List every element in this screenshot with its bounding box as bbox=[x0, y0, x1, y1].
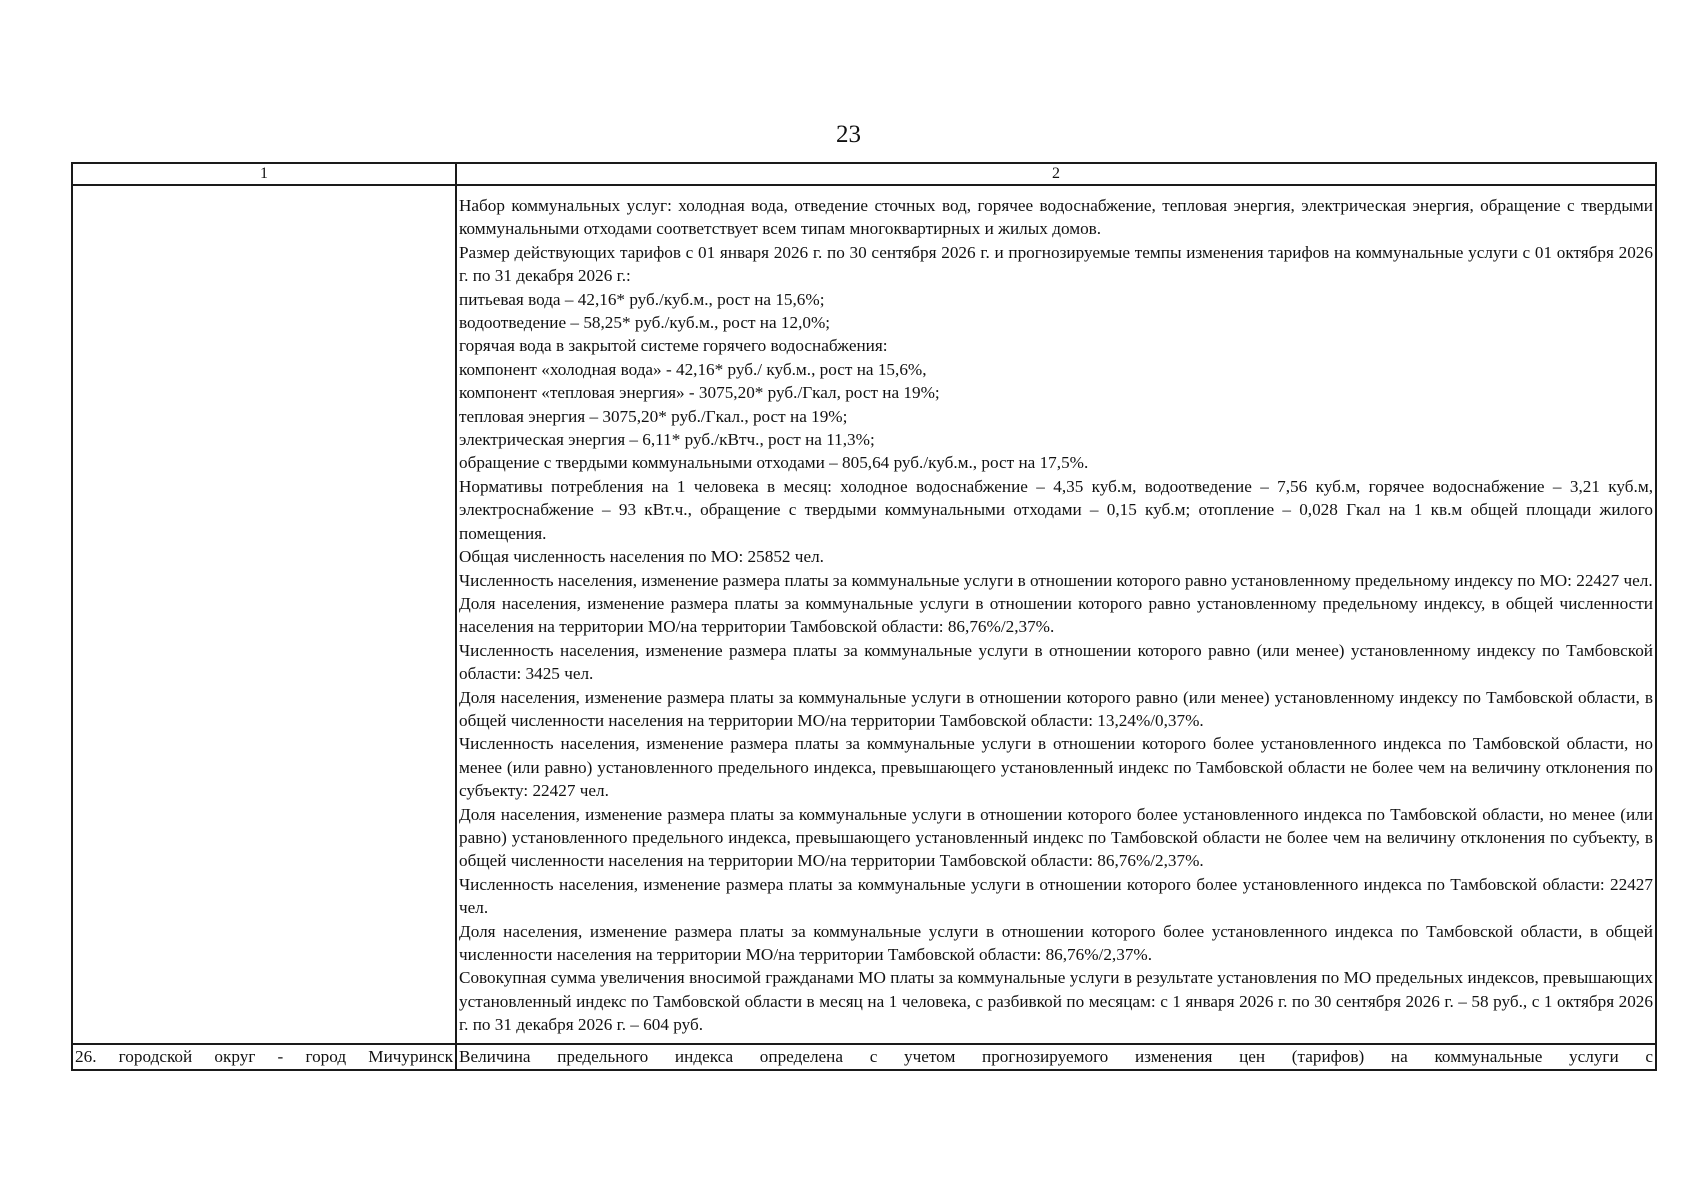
table-row bbox=[72, 185, 1656, 1044]
paragraph-total-increase: Совокупная сумма увеличения вносимой гражданами МО платы за коммунальные услуги в результате установления по МО предельных индексов, превышающих установленный индекс по Тамбовской области в месяц на 1 человека, с разбивкой по месяцам: с 1 января 2026 г. по 30 сентября 2026 г. – 58 руб., с 1 октября 2026 г. по 31 декабря 2026 г. – 604 руб. bbox=[459, 968, 1653, 1035]
paragraph-electricity: электрическая энергия – 6,11* руб./кВтч., рост на 11,3%; bbox=[459, 430, 875, 450]
paragraph-population-above-regional: Численность населения, изменение размера платы за коммунальные услуги в отношении которого более установленного индекса по Тамбовской области: 22427 чел. bbox=[459, 874, 1653, 918]
paragraph-share-within-deviation: Доля населения, изменение размера платы за коммунальные услуги в отношении которого более установленного индекса по Тамбовской области, но менее (или равно) установленного предельного индекса, превышающего установленный индекс по Тамбовской области не более чем на величину отклонения по субъекту, в общей численности населения на территории МО/на территории Тамбовской области: 86,76%/2,37%. bbox=[459, 804, 1653, 871]
paragraph-heat-energy: тепловая энергия – 3075,20* руб./Гкал., рост на 19%; bbox=[459, 406, 848, 426]
table-header-row bbox=[72, 163, 1656, 185]
description-cell bbox=[456, 185, 1656, 1044]
paragraph-drinking-water: питьевая вода – 42,16* руб./куб.м., рост на 15,6%; bbox=[459, 289, 825, 309]
index-description: Величина предельного индекса определена с учетом прогнозируемого изменения цен (тарифов) на коммунальные услуги с bbox=[459, 1046, 1653, 1066]
region-cell bbox=[72, 1044, 456, 1070]
paragraph-total-population: Общая численность населения по МО: 25852 чел. bbox=[459, 547, 824, 567]
paragraph-share-above-regional: Доля населения, изменение размера платы за коммунальные услуги в отношении которого более установленного индекса по Тамбовской области, в общей численности населения на территории МО/на территории Тамбовской области: 86,76%/2,37%. bbox=[459, 921, 1653, 964]
paragraph-waste: обращение с твердыми коммунальными отходами – 805,64 руб./куб.м., рост на 17,5%. bbox=[459, 453, 1089, 473]
paragraph-share-equal-limit: Доля населения, изменение размера платы за коммунальные услуги в отношении которого равно установленному предельному индексу, в общей численности населения на территории МО/на территории Тамбовской области: 86,76%/2,37%. bbox=[459, 593, 1653, 637]
paragraph-share-below-regional: Доля населения, изменение размера платы за коммунальные услуги в отношении которого равно (или менее) установленному индексу по Тамбовской области, в общей численности населения на территории МО/на территории Тамбовской области: 13,24%/0,37%. bbox=[459, 687, 1653, 730]
column-header-2: 2 bbox=[456, 163, 1656, 185]
paragraph-cold-water-component: компонент «холодная вода» - 42,16* руб./ куб.м., рост на 15,6%, bbox=[459, 359, 927, 379]
paragraph-heat-component: компонент «тепловая энергия» - 3075,20* руб./Гкал, рост на 19%; bbox=[459, 383, 940, 403]
tariff-table bbox=[71, 162, 1657, 1071]
paragraph-utility-set: Набор коммунальных услуг: холодная вода, отведение сточных вод, горячее водоснабжение, тепловая энергия, электрическая энергия, обращение с твердыми коммунальными отходами соответствует всем типам многоквартирных и жилых домов. bbox=[459, 196, 1653, 239]
paragraph-population-equal-limit: Численность населения, изменение размера платы за коммунальные услуги в отношении которого равно установленному предельному индексу по МО: 22427 чел. bbox=[459, 570, 1653, 590]
page-number: 23 bbox=[836, 121, 861, 148]
paragraph-population-within-deviation: Численность населения, изменение размера платы за коммунальные услуги в отношении которого более установленного индекса по Тамбовской области, но менее (или равно) установленного предельного индекса, превышающего установленный индекс по Тамбовской области не более чем на величину отклонения по субъекту: 22427 чел. bbox=[459, 734, 1653, 801]
column-header-1: 1 bbox=[72, 163, 456, 185]
paragraph-hot-water: горячая вода в закрытой системе горячего водоснабжения: bbox=[459, 336, 888, 356]
region-name: 26. городской округ - город Мичуринск bbox=[75, 1046, 453, 1066]
paragraph-consumption-norms: Нормативы потребления на 1 человека в месяц: холодное водоснабжение – 4,35 куб.м, водоотведение – 7,56 куб.м, горячее водоснабжение – 3,21 куб.м, электроснабжение – 93 кВт.ч., обращение с твердыми коммунальными отходами – 0,15 куб.м; отопление – 0,028 Гкал на 1 кв.м общей площади жилого помещения. bbox=[459, 476, 1653, 543]
description-cell-continued bbox=[456, 1044, 1656, 1070]
paragraph-wastewater: водоотведение – 58,25* руб./куб.м., рост на 12,0%; bbox=[459, 313, 831, 333]
table-row bbox=[72, 1044, 1656, 1070]
region-cell-empty bbox=[72, 185, 456, 1044]
paragraph-tariff-intro: Размер действующих тарифов с 01 января 2026 г. по 30 сентября 2026 г. и прогнозируемые темпы изменения тарифов на коммунальные услуги с 01 октября 2026 г. по 31 декабря 2026 г.: bbox=[459, 242, 1653, 286]
paragraph-population-below-regional: Численность населения, изменение размера платы за коммунальные услуги в отношении которого равно (или менее) установленному индексу по Тамбовской области: 3425 чел. bbox=[459, 640, 1653, 684]
